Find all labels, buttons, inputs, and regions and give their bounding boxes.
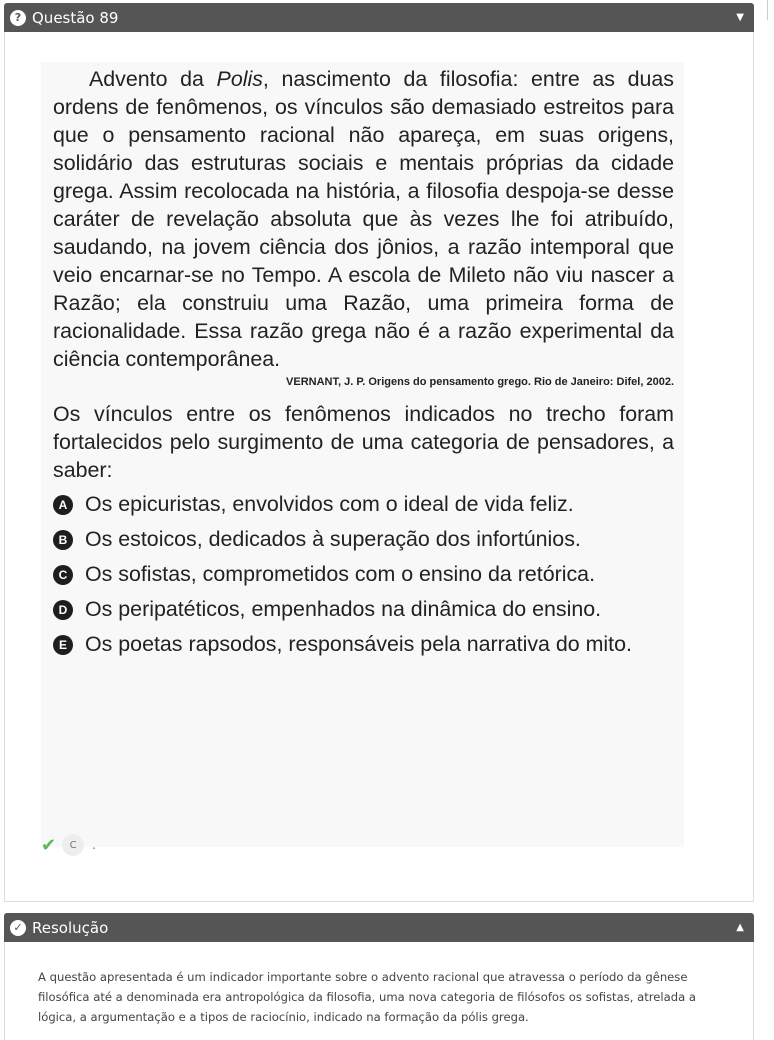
question-statement-image [41,62,684,847]
option-letter-icon: D [53,600,73,620]
option-text: Os estoicos, dedicados à superação dos infortúnios. [85,527,581,551]
option-text: Os poetas rapsodos, responsáveis pela narrativa do mito. [85,632,632,656]
resolution-panel-title: Resolução [32,918,109,937]
option-letter-icon: B [53,530,73,550]
option-d [53,596,674,623]
answer-row [41,834,96,856]
option-text: Os sofistas, comprometidos com o ensino da retórica. [85,562,596,586]
answer-badge: C [62,834,84,856]
option-text: Os epicuristas, envolvidos com o ideal de vida feliz. [85,492,574,516]
passage-text: Advento da Polis, nascimento da filosofia: entre as duas ordens de fenômenos, os vínculos são demasiado estreitos para que o pensamento racional não apareça, em suas origens, solidário das estruturas sociais e mentais próprias da cidade grega. Assim recolocada na história, a filosofia despoja-se desse caráter de revelação absoluta que às vezes lhe foi atribuído, saudando, na jovem ciência dos jônios, a razão intemporal que veio encarnar-se no Tempo. A escola de Mileto não viu nascer a Razão; ela construiu uma Razão, uma primeira forma de racionalidade. Essa razão grega não é a razão experimental da ciência contemporânea. [53,67,675,371]
resolution-text: A questão apresentada é um indicador importante sobre o advento racional que atravessa o período da gênese filosófica até a denominada era antropológica da filosofia, uma nova categoria de filósofos os sofistas, atrelada a lógica, a argumentação e a tipos de raciocínio, indicado na formação da pólis grega. [38,970,696,1024]
option-e [53,631,674,658]
resolution-panel-body [4,942,754,1040]
option-letter-icon: C [53,565,73,585]
caret-up-icon[interactable]: ▲ [736,922,744,933]
question-panel-body [4,32,754,902]
question-panel-header[interactable] [4,3,754,32]
question-panel-title: Questão 89 [32,8,119,27]
window-edge [767,0,768,20]
check-circle-icon: ✓ [10,920,26,936]
option-c [53,561,674,588]
question-stem: Os vínculos entre os fenômenos indicados no trecho foram fortalecidos pelo surgimento de uma categoria de pensadores, a saber: [53,402,674,482]
option-letter-icon: A [53,495,73,515]
checkmark-icon: ✔ [41,834,57,856]
citation: VERNANT, J. P. Origens do pensamento grego. Rio de Janeiro: Difel, 2002. [286,376,674,388]
option-b [53,526,674,553]
question-circle-icon: ? [10,10,26,26]
option-text: Os peripatéticos, empenhados na dinâmica do ensino. [85,597,602,621]
resolution-panel-header[interactable] [4,913,754,942]
caret-down-icon[interactable]: ▼ [736,12,744,23]
option-a [53,491,674,518]
answer-suffix: . [92,838,96,852]
option-letter-icon: E [53,635,73,655]
answer-options [41,484,684,658]
